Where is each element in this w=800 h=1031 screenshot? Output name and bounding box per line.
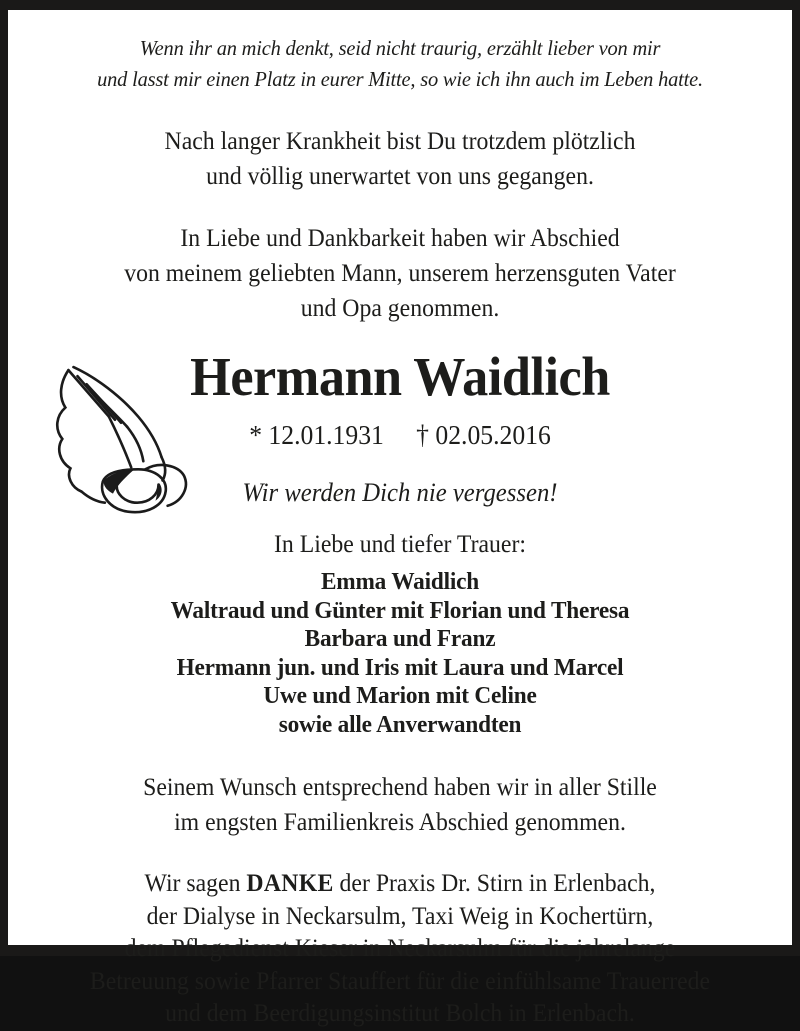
thanks-line: und dem Beerdigungsinstitut Bolch in Erlenbach. bbox=[165, 1000, 635, 1027]
remembrance-text: Wir werden Dich nie vergessen! bbox=[242, 478, 558, 507]
wish-line: Seinem Wunsch entsprechend haben wir in aller Stille bbox=[143, 774, 657, 801]
thanks-prefix: Wir sagen bbox=[144, 870, 247, 897]
mourner-line: Uwe und Marion mit Celine bbox=[263, 682, 537, 709]
thanks-text bbox=[28, 868, 773, 1031]
wish-line: im engsten Familienkreis Abschied genommen. bbox=[174, 809, 626, 836]
death-date: † 02.05.2016 bbox=[416, 420, 551, 450]
mourner-line: Waltraud und Günter mit Florian und Theresa bbox=[170, 596, 630, 624]
mourner-line: sowie alle Anverwandten bbox=[278, 710, 522, 738]
wish-text bbox=[28, 770, 773, 840]
farewell-text bbox=[28, 221, 773, 326]
thanks-emphasis: DANKE bbox=[246, 870, 334, 897]
epigraph-quote bbox=[28, 33, 773, 95]
epigraph-line: und lasst mir einen Platz in eurer Mitte, so wie ich ihn auch im Leben hatte. bbox=[97, 67, 703, 91]
deceased-name: Hermann Waidlich bbox=[190, 346, 610, 407]
intro-line: und völlig unerwartet von uns gegangen. bbox=[206, 163, 594, 190]
farewell-line: von meinem geliebten Mann, unserem herzensguten Vater bbox=[124, 260, 676, 287]
thanks-line: dem Pflegedienst Kieser in Neckarsulm für die jahrelange bbox=[124, 935, 676, 962]
mourners-list bbox=[28, 568, 773, 739]
thanks-line: der Dialyse in Neckarsulm, Taxi Weig in Kochertürn, bbox=[146, 902, 654, 930]
mourner-line: Hermann jun. und Iris mit Laura und Marcel bbox=[176, 653, 624, 681]
mourner-line: Barbara und Franz bbox=[304, 625, 496, 652]
farewell-line: und Opa genommen. bbox=[300, 295, 500, 322]
birth-date: * 12.01.1931 bbox=[249, 420, 384, 450]
thanks-line bbox=[28, 868, 773, 901]
epigraph-line: Wenn ihr an mich denkt, seid nicht traurig, erzählt lieber von mir bbox=[139, 36, 661, 60]
mourner-line: Emma Waidlich bbox=[320, 568, 480, 595]
intro-line: Nach langer Krankheit bist Du trotzdem plötzlich bbox=[164, 128, 636, 155]
thanks-line: Betreuung sowie Pfarrer Stauffert für die einfühlsame Trauerrede bbox=[89, 967, 711, 995]
mourning-intro: In Liebe und tiefer Trauer: bbox=[274, 531, 526, 558]
farewell-line: In Liebe und Dankbarkeit haben wir Abschied bbox=[180, 225, 620, 252]
intro-text bbox=[28, 124, 773, 194]
life-dates bbox=[28, 419, 773, 451]
thanks-suffix: der Praxis Dr. Stirn in Erlenbach, bbox=[333, 870, 656, 897]
